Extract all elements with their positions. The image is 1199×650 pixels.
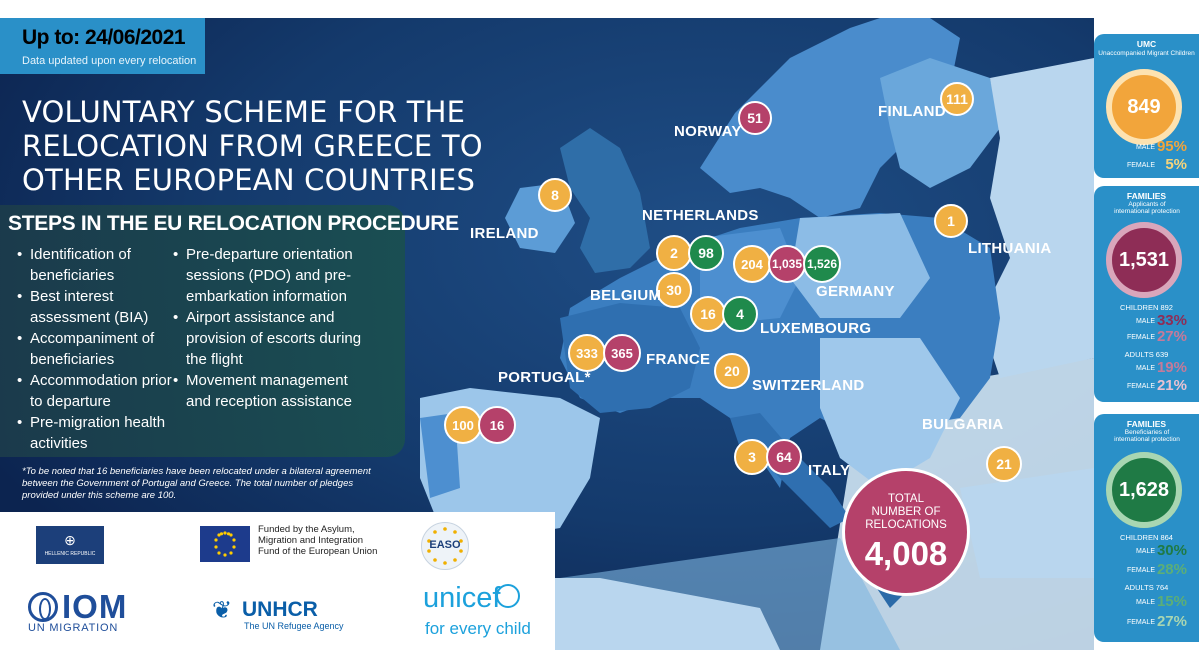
applicants-children-label: CHILDREN 892 [1120,303,1173,312]
beneficiaries-adults-male-label: MALE [1135,599,1155,606]
norway-label: NORWAY [674,123,742,140]
lithuania-pin: 1 [934,204,968,238]
total-label-line: TOTAL [888,493,924,505]
portugal-pin-1: 100 [444,406,482,444]
bulgaria-label: BULGARIA [922,416,1004,433]
finland-pin: 111 [940,82,974,116]
germany-pin-2: 1,035 [768,245,806,283]
beneficiaries-children-label: CHILDREN 864 [1120,533,1173,542]
title-line-3: OTHER EUROPEAN COUNTRIES [22,163,476,197]
umc-panel [1094,34,1199,178]
hellenic-republic-logo [36,526,104,564]
umc-subtitle: Unaccompanied Migrant Children [1098,50,1195,57]
total-label-line: NUMBER OF [871,506,941,518]
france-pin-1: 333 [568,334,606,372]
beneficiaries-children-male-label: MALE [1135,548,1155,555]
steps-list-left [16,244,178,454]
applicants-adults-male: 19% [1156,359,1187,376]
switzerland-label: SWITZERLAND [752,377,865,394]
applicants-children-female: 27% [1156,328,1187,345]
applicants-children-male: 33% [1156,312,1187,329]
beneficiaries-adults-female-label: FEMALE [1126,619,1155,626]
title-line-1: VOLUNTARY SCHEME FOR THE [22,95,466,129]
steps-list-right [172,244,372,412]
iom-globe-icon [28,592,58,622]
step-item: • Movement management and reception assistance [172,370,372,412]
applicants-adults-female: 21% [1156,377,1187,394]
greek-emblem-icon: ⊕ [64,532,76,548]
steps-title: STEPS IN THE EU RELOCATION PROCEDURE [8,212,459,235]
portugal-label: PORTUGAL* [498,369,591,386]
iom-subtitle: UN MIGRATION [28,622,119,634]
unicef-tagline: for every child [425,619,531,638]
france-pin-2: 365 [603,334,641,372]
applicants-adults-female-label: FEMALE [1126,383,1155,390]
applicants-adults-label: ADULTS 639 [1124,350,1169,359]
update-note: Data updated upon every relocation [22,55,197,67]
families-beneficiaries-title: FAMILIES [1126,419,1167,429]
luxembourg-label: LUXEMBOURG [760,320,872,337]
families-beneficiaries-subtitle: Beneficiaries of international protection [1114,429,1180,443]
step-item: • Best interest assessment (BIA) [16,286,178,328]
germany-pin-3: 1,526 [803,245,841,283]
beneficiaries-children-female-label: FEMALE [1126,567,1155,574]
step-item: • Pre-migration health activities [16,412,178,454]
hellenic-text: HELLENIC REPUBLIC [44,551,96,557]
families-beneficiaries-panel [1094,414,1199,642]
step-item: • Pre-departure orientation sessions (PDO) and pre-embarkation information [172,244,372,307]
germany-pin-1: 204 [733,245,771,283]
total-label-line: RELOCATIONS [865,519,947,531]
footnote: *To be noted that 16 beneficiaries have been relocated under a bilateral agreement between the Government of Portugal and Greece. The total number of pledges provided under this scheme are 100. [22,466,371,501]
families-applicants-panel [1094,186,1199,402]
germany-label: GERMANY [816,283,895,300]
total-relocations-badge [842,468,970,596]
step-item: • Accommodation prior to departure [16,370,178,412]
iom-logo-text: IOM [62,588,128,625]
luxembourg-pin-1: 16 [690,296,726,332]
applicants-children-male-label: MALE [1135,318,1155,325]
unhcr-laurel-icon: ❦ [211,597,233,624]
luxembourg-pin-2: 4 [722,296,758,332]
total-label [845,493,967,532]
step-item: • Airport assistance and provision of escorts during the flight [172,307,372,370]
ireland-pin: 8 [538,178,572,212]
portugal-pin-2: 16 [478,406,516,444]
families-applicants-donut: 1,531 [1106,222,1182,298]
belgium-pin: 30 [656,272,692,308]
netherlands-label: NETHERLANDS [642,207,759,224]
italy-label: ITALY [808,462,851,479]
step-item: • Accompaniment of beneficiaries [16,328,178,370]
beneficiaries-adults-female: 27% [1156,613,1187,630]
title-line-2: RELOCATION FROM GREECE TO [22,129,483,163]
umc-male-label: MALE [1135,144,1155,151]
eu-fund-text: Funded by the Asylum, Migration and Integration Fund of the European Union [258,524,378,557]
unhcr-logo-text: UNHCR [242,598,318,621]
eu-stars-icon [200,526,250,562]
netherlands-pin-2: 98 [688,235,724,271]
switzerland-pin: 20 [714,353,750,389]
umc-donut: 849 [1106,69,1182,145]
beneficiaries-adults-male: 15% [1156,593,1187,610]
families-beneficiaries-donut: 1,628 [1106,452,1182,528]
families-applicants-subtitle: Applicants of international protection [1114,201,1180,215]
belgium-label: BELGIUM [590,287,662,304]
unicef-logo-text: unicef [423,582,501,614]
ireland-label: IRELAND [470,225,539,242]
finland-label: FINLAND [878,103,946,120]
beneficiaries-children-female: 28% [1156,561,1187,578]
italy-pin-2: 64 [766,439,802,475]
lithuania-label: LITHUANIA [968,240,1052,257]
unhcr-subtitle: The UN Refugee Agency [244,621,344,631]
families-applicants-title: FAMILIES [1126,191,1167,201]
easo-logo [421,522,469,570]
data-date: Up to: 24/06/2021 [22,26,186,49]
beneficiaries-adults-label: ADULTS 764 [1124,583,1169,592]
italy-pin-1: 3 [734,439,770,475]
step-item: • Identification of beneficiaries [16,244,178,286]
norway-pin: 51 [738,101,772,135]
main-title [22,95,492,197]
netherlands-pin-1: 2 [656,235,692,271]
umc-female-label: FEMALE [1126,162,1155,169]
unicef-globe-icon [496,584,520,608]
umc-male-value: 95% [1156,138,1187,155]
eu-flag-icon [200,526,250,562]
umc-female-value: 5% [1165,156,1187,173]
applicants-children-female-label: FEMALE [1126,334,1155,341]
total-value: 4,008 [864,535,948,572]
applicants-adults-male-label: MALE [1135,365,1155,372]
easo-text: EASO [429,539,461,551]
umc-title: UMC [1136,39,1157,49]
france-label: FRANCE [646,351,711,368]
globe-meridian-icon [39,598,51,620]
bulgaria-pin: 21 [986,446,1022,482]
beneficiaries-children-male: 30% [1156,542,1187,559]
